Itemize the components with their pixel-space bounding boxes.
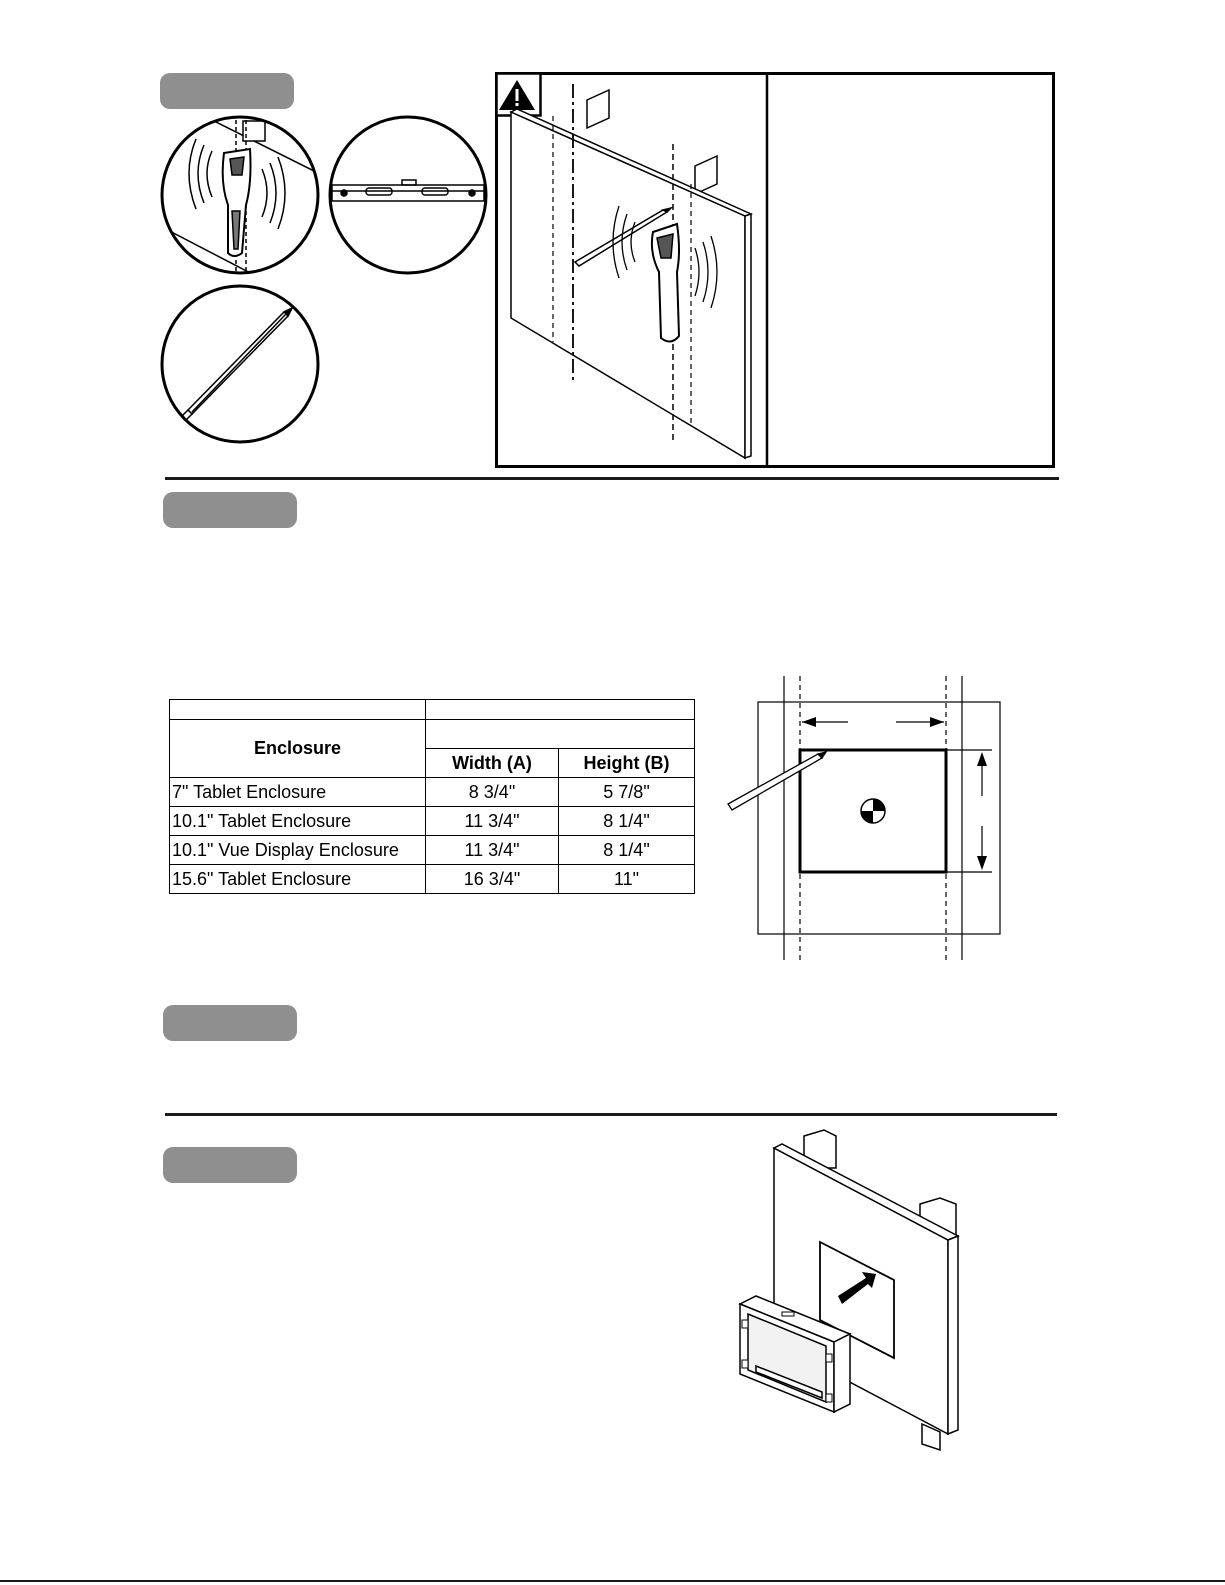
pencil-illustration [158, 282, 322, 446]
pencil-icon [182, 308, 292, 420]
step-badge-4 [163, 1147, 297, 1183]
header-enclosure: Enclosure [170, 720, 426, 778]
enclosure-dimensions-table [169, 699, 695, 894]
enclosure-install-figure [726, 1128, 966, 1452]
level-tool-icon [332, 180, 484, 201]
table-row: 7" Tablet Enclosure 8 3/4" 5 7/8" [170, 778, 695, 807]
table-row: 10.1" Vue Display Enclosure 11 3/4" 8 1/4" [170, 836, 695, 865]
section-divider-1 [165, 477, 1059, 480]
center-target-icon [861, 799, 885, 823]
cutout-dimension-diagram [726, 676, 1002, 960]
table-row: 15.6" Tablet Enclosure 16 3/4" 11" [170, 865, 695, 894]
page-bottom-rule [0, 1580, 1225, 1582]
stud-finder-illustration [158, 113, 322, 277]
table-row: 10.1" Tablet Enclosure 11 3/4" 8 1/4" [170, 807, 695, 836]
level-tool-illustration [326, 113, 490, 277]
section-divider-2 [165, 1113, 1057, 1116]
stud-location-figure [495, 72, 1055, 468]
header-height: Height (B) [559, 749, 695, 778]
step-badge-3 [163, 1005, 297, 1041]
step-badge-1 [160, 73, 294, 109]
step-badge-2 [163, 492, 297, 528]
header-width: Width (A) [426, 749, 559, 778]
